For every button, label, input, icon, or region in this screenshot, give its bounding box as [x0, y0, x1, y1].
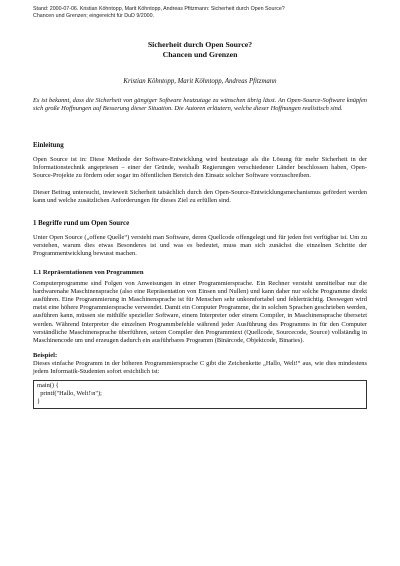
status-line-2: Chancen und Grenzen; eingereicht für DuD 9/2000. — [33, 13, 155, 19]
paper-title — [33, 40, 367, 60]
paragraph-einleitung-1: Open Source ist in: Diese Methode der Software-Entwicklung wird heutzutage als die Lösung für mehr Sicherheit in der Informationstechnik angepriesen – einer der Gründe, weshalb Regierungen verschiedener Länder beschlossen haben, Open-Source-Projekte zu fördern oder sogar im öffentlichen Bereich den Einsatz solcher Software vorzuschreiben. — [33, 156, 367, 180]
heading-beispiel: Beispiel: — [33, 352, 58, 360]
paper-abstract: Es ist bekannt, dass die Sicherheit von gängiger Software heutzutage zu wünschen übrig lässt. An Open-Source-Software knüpfen sich große Hoffnungen auf Besserung dieser Situation. Die Autoren erläutern, welche dieser Hoffnungen realistisch sind. — [33, 97, 367, 113]
heading-einleitung: Einleitung — [33, 142, 64, 149]
code-line-3: } — [37, 398, 41, 406]
code-line-1: main() { — [37, 381, 59, 389]
code-line-2: printf("Hallo, Welt!\n"); — [37, 389, 102, 397]
document-status-header — [33, 6, 363, 20]
status-line-1: Stand: 2000-07-06. Kristian Köhntopp, Marit Köhntopp, Andreas Pfitzmann: Sicherheit durch Open Source? — [33, 6, 285, 12]
paragraph-section-1: Unter Open Source („offene Quelle“) versteht man Software, deren Quellcode offengelegt und für jeden frei verfügbar ist. Um zu verstehen, warum dies etwas Besonderes ist und was es bedeutet, muss man sich zunächst die einzelnen Schritte der Programmentwicklung bewusst machen. — [33, 234, 367, 258]
title-line-2: Chancen und Grenzen — [162, 50, 238, 59]
paper-authors: Kristian Köhntopp, Marit Köhntopp, Andreas Pfitzmann — [123, 78, 277, 85]
paragraph-einleitung-2: Dieser Beitrag untersucht, inwieweit Sicherheit tatsächlich durch den Open-Source-Entwicklungsmechanismus gefördert werden kann und welche zusätzlichen Anforderungen für dieses Ziel zu erfüllen sind. — [33, 188, 367, 204]
title-line-1: Sicherheit durch Open Source? — [147, 40, 253, 49]
code-example-box — [33, 380, 367, 410]
heading-section-1-1: 1.1 Repräsentationen von Programmen — [33, 268, 144, 276]
heading-section-1: 1 Begriffe rund um Open Source — [33, 220, 130, 228]
paragraph-beispiel: Dieses einfache Programm in der höheren Programmiersprache C gibt die Zeichenkette „Hallo, Welt!“ aus, wie dies mindestens jedem Informatik-Studenten sofort ersichtlich ist: — [33, 360, 367, 376]
paper-body — [33, 141, 367, 409]
paragraph-section-1-1: Computerprogramme sind Folgen von Anweisungen in einer Programmiersprache. Ein Rechner versteht unmittelbar nur die hardwarenahe Maschinensprache (also eine Repräsentation von Einsen und Nullen) und kann daher nur solche Programme direkt ausführen. Eine Programmierung in Maschinensprache ist für Menschen sehr unkomfortabel und fehlerträchtig. Deswegen wird meist eine höhere Programmiersprache verwendet. Damit ein Computer Programme, die in solchen Sprachen geschrieben werden, ausführen kann, müssen sie mithilfe spezieller Software, einem Interpreter oder einem Compiler, in Maschinensprache übersetzt werden. Während Interpreter die einzelnen Programmbefehle während jeder Ausführung des Programms in für den Computer verständliche Maschinensprache überführen, setzen Compiler den Programmtext (Quellcode, Sourcecode, Source) vollständig in Maschinencode um und erzeugen dadurch ein ausführbares Programm (Binärcode, Objektcode, Binaries). — [33, 279, 367, 345]
